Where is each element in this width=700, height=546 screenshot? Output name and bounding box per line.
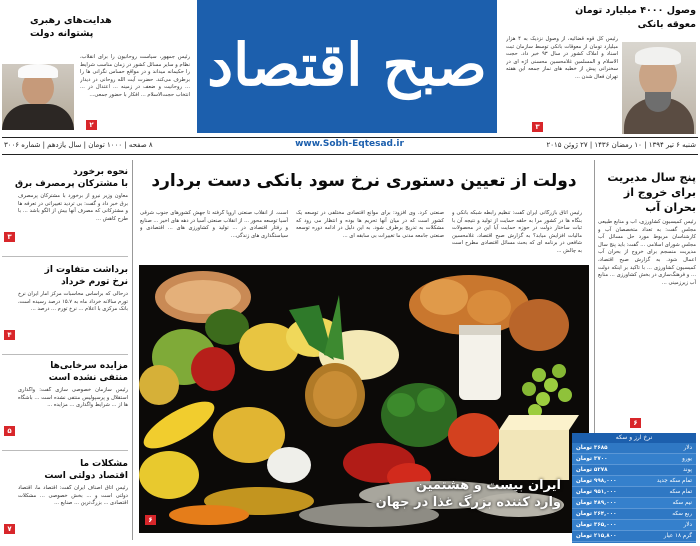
- left-story-body: معاون وزیر نیرو از برخورد با مشترکان پرمصرف برق خبر داد و گفت: بی تردید تغییراتی در تعرفه ها و مشترکانی که مصرف آنها بیش از الگو باشد ... با طرح کاهش ...: [18, 193, 128, 222]
- left-story-title[interactable]: مشکلات ما: [80, 459, 128, 469]
- photo-caption-line-2: وارد کننده بزرگ غذا در جهان: [375, 495, 561, 510]
- left-story-body: رئیس اتاق اصناف ایران گفت: اقتصاد ما، اقتصاد دولتی است و ... بخش خصوصی ... مشکلات اقتصادی ... بزرگ‌ترین ... صنایع ...: [18, 485, 128, 507]
- photo-caption[interactable]: [361, 477, 561, 511]
- teaser-body: رئیس کل قوه قضائیه، از وصول نزدیک به ۴ هزار میلیارد تومان از معوقات بانکی توسط سازمان ثبت اسناد و املاک کشور در سال ۹۳ خبر داد. حجت الاسلام و المسلمین غلامحسین محسنی اژه ای در سخنرانی پیش از خطبه های نماز جمعه این هفته تهران فعال شدن ...: [506, 36, 618, 80]
- rate-row: [572, 476, 696, 487]
- teaser-photo: [622, 42, 696, 134]
- right-headline-2[interactable]: برای خروج از: [623, 186, 696, 199]
- left-story-title-2[interactable]: با مشترکان پرمصرف برق: [15, 179, 128, 189]
- left-story-page-number[interactable]: ۴: [4, 330, 15, 340]
- teaser-left-photo: [2, 64, 74, 130]
- food-photo[interactable]: [139, 265, 589, 533]
- left-story-title[interactable]: مزایده سرخابی‌ها: [50, 361, 128, 371]
- teaser-left-body: رئیس جمهور، سیاست روحانیون را برای انقلاب، نظام و سایر مسائل کشور در زمان مناسب شرایط را حکیمانه میداند و در مواقع حساس نگرانی ها را برطرف می‌کند. حضرت آیت الله روحانی در دیدار ... روحانیت و ضعف در زمینه ... اعتدال در ... انتخاب حجت‌الاسلام ... افکار با حضور جمعی...: [80, 54, 190, 98]
- left-story-divider: [2, 354, 128, 355]
- right-column-story[interactable]: [598, 170, 696, 425]
- rate-row: [572, 443, 696, 454]
- rate-row: [572, 531, 696, 542]
- lead-col-1: رئیس اتاق بازرگانی ایران گفت: تنظیم رابطه شبکه بانکی و بنگاه ها در کشور مرا به حلقه حمایت از تولید و نتیجه آن با ثبات ساختار دولت در حوزه حمایت آیا این در محصولات مالیات افزایش میابد؟ به گزارش صبح اقتصاد، غلامحسین شافعی در برنامه ای که بحث مسائل اقتصادی مطرح است به چالش ...: [452, 210, 582, 254]
- left-story-body: درحالی که براساس محاسبات مرکز آمار ایران نرخ تورم سالانه خرداد ماه به ۱۵.۷ درصد رسیده است، بانک مرکزی با اعلام ... نرخ تورم ... درصد ...: [18, 291, 128, 313]
- dateline: شنبه ۶ تیر ۱۳۹۴ | ۱۰ رمضان ۱۴۳۶ | ۲۷ ژوئن ۲۰۱۵: [546, 141, 696, 149]
- lead-col-3: است. از انقلاب صنعتی اروپا گرفته تا جهش کشورهای جنوب شرقی آسیا توسعه محور ... از انقلاب صنعتی آسیا در دهه های اخیر ... صنایع و رفتار اقتصادی در ... تولید و کشاورزی های ... اقتصادی و سیاستگذاری های زندگی...: [140, 210, 288, 239]
- lead-headline[interactable]: دولت از تعیین دستوری نرخ سود بانکی دست بردارد: [151, 171, 577, 191]
- left-story-title[interactable]: نحوه برخورد: [73, 167, 128, 177]
- masthead: [197, 0, 497, 133]
- teaser-headline-2[interactable]: معوقه بانکی: [637, 19, 696, 30]
- rate-label: پوند: [683, 467, 692, 473]
- right-headline-3[interactable]: بحران آب: [645, 201, 696, 214]
- rate-label: یورو: [682, 456, 692, 462]
- rate-value: ۳۶۵,۰۰۰ تومان: [576, 522, 617, 528]
- rate-value: ۴۸۹,۰۰۰ تومان: [576, 500, 617, 506]
- rate-row: [572, 465, 696, 476]
- rate-value: ۲۶۴,۰۰۰ تومان: [576, 511, 617, 517]
- rate-row: [572, 498, 696, 509]
- lead-col-2: صنعتی کرد. وی افزود: برای موانع اقتصادی مختلفی در توسعه یک کشور است که در میان آنها تحریم ها بوده و انتظار می رود که مشکلات به تدریج برطرف شود. به این دلیل در ادامه دوره توسعه صنعتی جامعه مدنی ما تغییرات بی سابقه ای ...: [296, 210, 444, 239]
- rate-row: [572, 520, 696, 531]
- rate-value: ۹۹۸,۰۰۰ تومان: [576, 478, 617, 484]
- rate-value: ۵۲۷۸ تومان: [576, 467, 608, 473]
- left-story-page-number[interactable]: ۷: [4, 524, 15, 534]
- teaser-page-number[interactable]: ۳: [532, 122, 543, 132]
- right-body: رئیس کمیسیون کشاورزی، آب و منابع طبیعی مجلس گفت: به تعداد متخصصان آب و کارشناسان مربوط مورد حل مسائل آب مجلس شورای اسلامی ... گفت: باید پنج سال مدیریت منسجم برای خروج از بحران آب اعمال شود. به گزارش صبح اقتصاد، کمیسیون کشاورزی ... با تاکید بر اینکه دولت ... و فرهنگ‌سازی در بخش کشاورزی ... منابع آب زیرزمینی ...: [598, 219, 696, 286]
- left-story[interactable]: [2, 166, 128, 258]
- left-story[interactable]: [2, 458, 128, 546]
- left-story-divider: [2, 450, 128, 451]
- photo-page-number[interactable]: ۶: [145, 515, 156, 525]
- rate-value: ۲۱۵,۸۰۰ تومان: [576, 533, 617, 539]
- left-story-title-2[interactable]: نرخ تورم خرداد: [61, 277, 128, 287]
- rate-label: تمام سکه جدید: [656, 478, 692, 484]
- right-page-number[interactable]: ۶: [630, 418, 641, 428]
- left-story-title-2[interactable]: منتفی نشده است: [48, 373, 128, 383]
- rate-value: ۳۷۰۰ تومان: [576, 456, 608, 462]
- left-story-page-number[interactable]: ۳: [4, 232, 15, 242]
- teaser-headline[interactable]: وصول ۴۰۰۰ میلیارد تومان: [575, 5, 696, 16]
- top-right-teaser[interactable]: [506, 4, 696, 134]
- rate-label: تمام سکه: [669, 489, 692, 495]
- teaser-left-page-number[interactable]: ۲: [86, 120, 97, 130]
- left-story-title-2[interactable]: اقتصاد دولتی است: [44, 471, 128, 481]
- website-url[interactable]: www.Sobh-Eqtesad.ir: [295, 139, 404, 149]
- left-story-body: رئیس سازمان خصوصی سازی گفت: واگذاری استقلال و پرسپولیس منتفی نشده است ... باشگاه ها از ... شرایط واگذاری ... مزایده ...: [18, 387, 128, 409]
- rate-label: ربع سکه: [672, 511, 692, 517]
- right-headline-1[interactable]: پنج سال مدیریت: [607, 171, 696, 184]
- teaser-left-headline-2[interactable]: پشتوانه دولت: [30, 28, 94, 39]
- masthead-title: صبح اقتصاد: [207, 31, 487, 99]
- left-story-title[interactable]: برداشت متفاوت از: [44, 265, 128, 275]
- left-story-page-number[interactable]: ۵: [4, 426, 15, 436]
- rates-header: نرخ ارز و سکه: [572, 433, 696, 443]
- left-story[interactable]: [2, 360, 128, 452]
- rate-row: [572, 509, 696, 520]
- photo-caption-line-1: ایران بیست و هشتمین: [415, 478, 561, 493]
- rate-label: گرم ۱۸ عیار: [663, 533, 692, 539]
- rate-value: ۹۵۱,۰۰۰ تومان: [576, 489, 617, 495]
- rate-row: [572, 454, 696, 465]
- left-story-divider: [2, 256, 128, 257]
- rate-label: دلار: [683, 445, 692, 451]
- issue-info: ۸ صفحه | ۱۰۰۰ تومان | سال یازدهم | شماره ۳۰۰۶: [4, 141, 153, 149]
- rate-row: [572, 487, 696, 498]
- rate-label: دلار: [683, 522, 692, 528]
- left-story[interactable]: [2, 264, 128, 356]
- rate-label: نیم سکه: [672, 500, 692, 506]
- rates-rows: [572, 443, 696, 542]
- top-left-teaser[interactable]: [2, 14, 192, 134]
- rate-value: ۳۶۸۵ تومان: [576, 445, 608, 451]
- teaser-left-headline[interactable]: هدایت‌های رهبری: [30, 15, 112, 26]
